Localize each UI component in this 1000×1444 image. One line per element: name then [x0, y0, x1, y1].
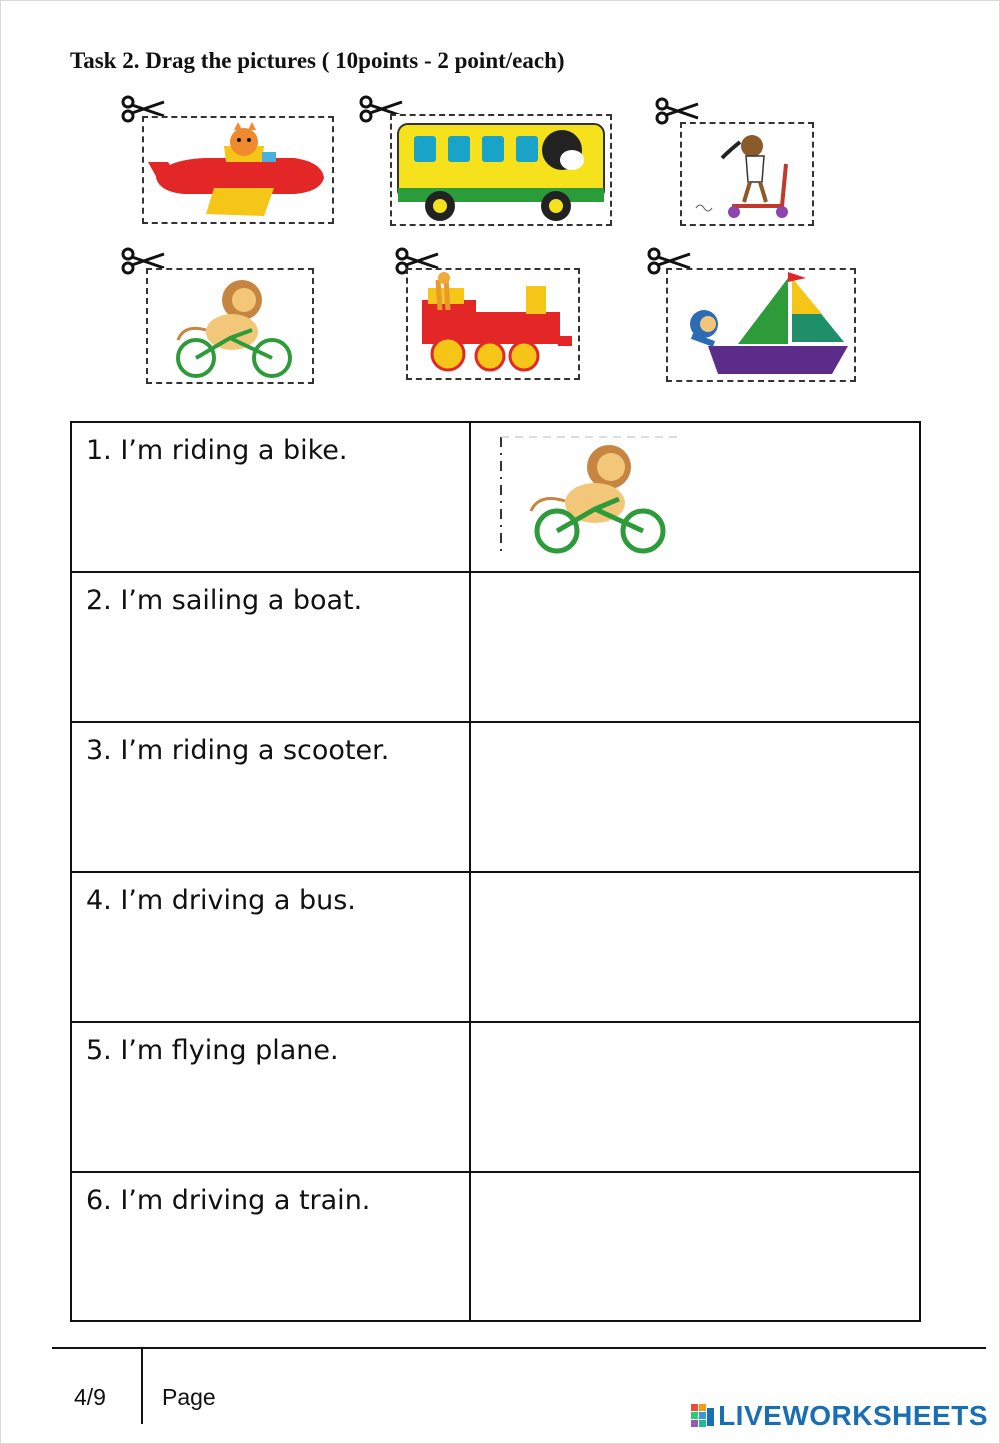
answer-drop-zone-2[interactable]: [470, 572, 920, 722]
footer-divider-line: [52, 1347, 986, 1349]
task-title: Task 2. Drag the pictures ( 10points - 2 point/each): [70, 48, 565, 73]
lion-bike-picture: [499, 433, 679, 557]
lion-bike-picture: [148, 270, 312, 382]
sentence-text: 5. I’m flying plane.: [86, 1035, 339, 1066]
card-boat[interactable]: [666, 268, 856, 382]
sentence-text: 1. I’m riding a bike.: [86, 435, 348, 466]
dog-bus-picture: [392, 116, 610, 224]
cat-plane-picture: [144, 118, 332, 222]
sentence-cell: [71, 1172, 470, 1321]
table-row: [71, 1172, 920, 1321]
card-scooter[interactable]: [680, 122, 814, 226]
card-bus[interactable]: [390, 114, 612, 226]
page-number: 4/9: [74, 1384, 106, 1410]
page-label: Page: [162, 1384, 216, 1410]
sentence-cell: [71, 722, 470, 872]
brand-name: LIVEWORKSHEETS: [718, 1400, 988, 1431]
sentence-cell: [71, 1022, 470, 1172]
answer-drop-zone-6[interactable]: [470, 1172, 920, 1321]
card-bike[interactable]: [146, 268, 314, 384]
sentence-text: 4. I’m driving a bus.: [86, 885, 356, 916]
sentence-cell: [71, 422, 470, 572]
giraffe-train-picture: [408, 270, 578, 378]
sentence-text: 3. I’m riding a scooter.: [86, 735, 390, 766]
card-train[interactable]: [406, 268, 580, 380]
table-row: [71, 422, 920, 572]
liveworksheets-logo-icon: [691, 1404, 715, 1428]
answer-drop-zone-1[interactable]: [470, 422, 920, 572]
sentence-text: 2. I’m sailing a boat.: [86, 585, 363, 616]
answer-drop-zone-5[interactable]: [470, 1022, 920, 1172]
table-row: [71, 572, 920, 722]
monkey-boat-picture: [668, 270, 854, 380]
matching-table: [70, 421, 921, 1322]
footer-vertical-divider: [141, 1349, 143, 1424]
sentence-cell: [71, 572, 470, 722]
table-row: [71, 1022, 920, 1172]
card-plane[interactable]: [142, 116, 334, 224]
answer-drop-zone-4[interactable]: [470, 872, 920, 1022]
sentence-cell: [71, 872, 470, 1022]
brand-logo-link[interactable]: [691, 1400, 988, 1432]
sentence-text: 6. I’m driving a train.: [86, 1185, 371, 1216]
table-row: [71, 722, 920, 872]
girl-scooter-picture: [682, 124, 812, 224]
placed-bike-card[interactable]: [499, 433, 679, 557]
answer-drop-zone-3[interactable]: [470, 722, 920, 872]
table-row: [71, 872, 920, 1022]
